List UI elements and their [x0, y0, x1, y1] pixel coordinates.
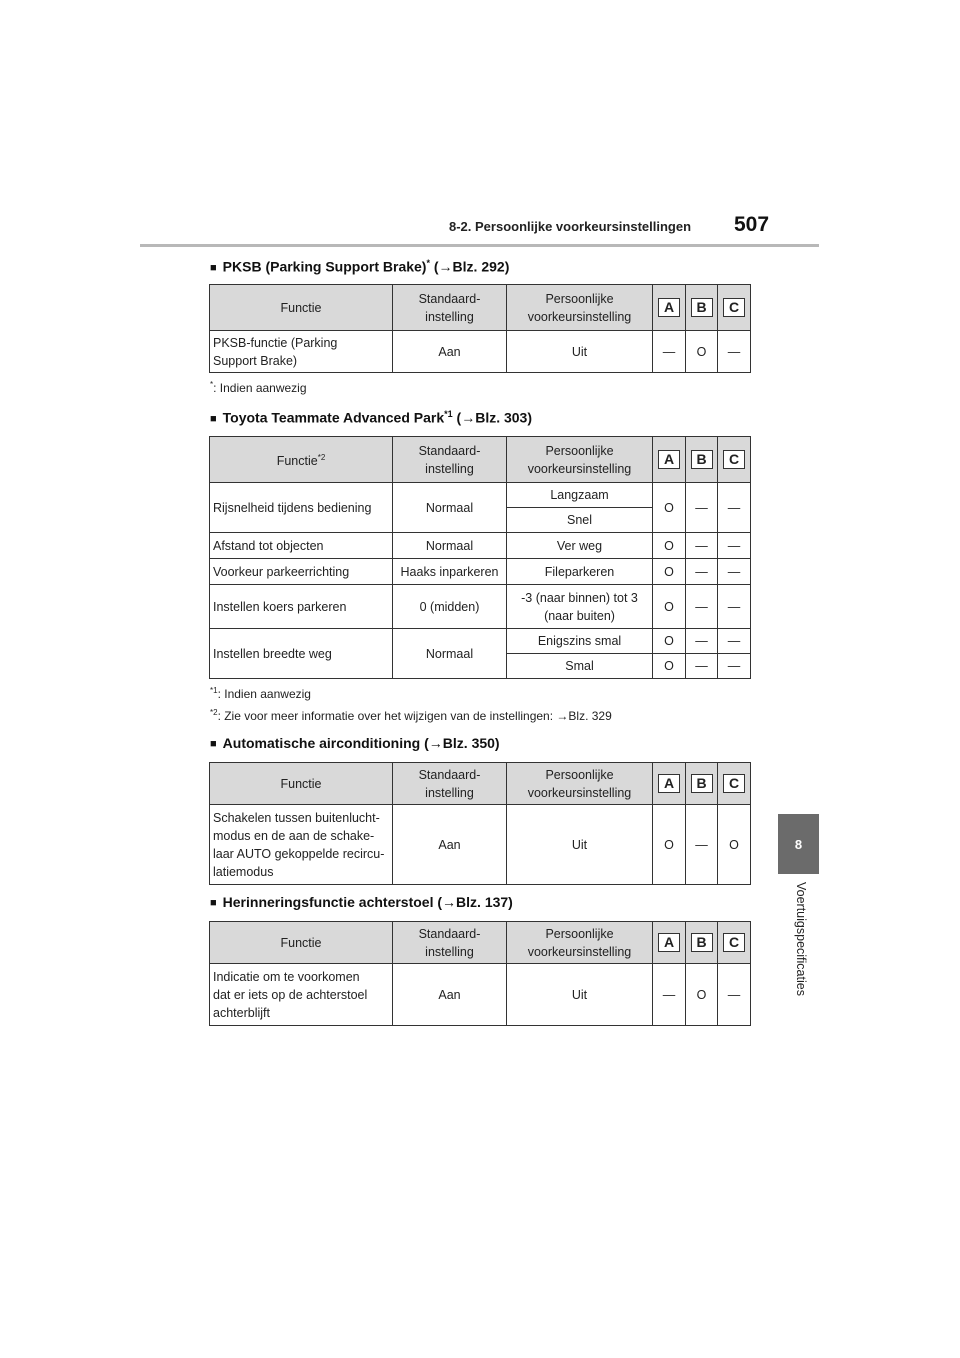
col-functie: Functie [210, 922, 393, 964]
col-c: C [718, 922, 751, 964]
col-b: B [686, 437, 718, 483]
chapter-label: Voertuigspecificaties [794, 882, 808, 996]
col-b: B [686, 922, 718, 964]
col-functie: Functie [210, 763, 393, 805]
col-a: A [653, 285, 686, 331]
section-heading-airconditioning: ■ Automatische airconditioning (→Blz. 350) [210, 735, 500, 751]
header-divider [140, 244, 819, 247]
square-bullet-icon: ■ [210, 897, 217, 909]
col-standaard: Standaard- instelling [393, 922, 507, 964]
footnote: $^{*1}$: Indien aanwezig [210, 686, 311, 701]
footnote: $^{*2}$: Zie voor meer informatie over het wijzigen van de instellingen: →Blz. 329 [210, 708, 612, 723]
section-heading-herinnering: ■ Herinneringsfunctie achterstoel (→Blz. 137) [210, 894, 513, 910]
table-row: Snel [210, 508, 751, 533]
col-functie: Functie [210, 285, 393, 331]
footnote: *: Indien aanwezig [210, 380, 307, 395]
col-c: C [718, 285, 751, 331]
table-herinnering [209, 921, 751, 1026]
col-persoonlijk: Persoonlijke voorkeursinstelling [507, 922, 653, 964]
square-bullet-icon: ■ [210, 412, 217, 425]
col-standaard: Standaard- instelling [393, 763, 507, 805]
square-bullet-icon: ■ [210, 738, 217, 750]
col-functie: Functie$^{*2}$ [210, 437, 393, 483]
col-a: A [653, 437, 686, 483]
table-row: Indicatie om te voorkomen dat er iets op de achterstoel achterblijft Aan Uit — O — [210, 964, 751, 1026]
table-row: Smal O — — [210, 654, 751, 679]
col-b: B [686, 763, 718, 805]
col-a: A [653, 763, 686, 805]
table-row: PKSB-functie (Parking Support Brake) Aan Uit — O — [210, 331, 751, 373]
page-number: 507 [734, 213, 770, 236]
table-airconditioning [209, 762, 751, 885]
table-row: Voorkeur parkeerrichting Haaks inparkeren Fileparkeren O — — [210, 559, 751, 585]
col-a: A [653, 922, 686, 964]
col-persoonlijk: Persoonlijke voorkeursinstelling [507, 285, 653, 331]
square-bullet-icon: ■ [210, 261, 217, 274]
table-pksb [209, 284, 751, 373]
col-c: C [718, 763, 751, 805]
header-title: 8-2. Persoonlijke voorkeursinstellingen [449, 219, 692, 234]
col-b: B [686, 285, 718, 331]
col-persoonlijk: Persoonlijke voorkeursinstelling [507, 763, 653, 805]
col-persoonlijk: Persoonlijke voorkeursinstelling [507, 437, 653, 483]
col-standaard: Standaard- instelling [393, 437, 507, 483]
table-row: Rijsnelheid tijdens bediening Normaal Langzaam O — — [210, 483, 751, 508]
col-c: C [718, 437, 751, 483]
col-standaard: Standaard- instelling [393, 285, 507, 331]
section-heading-pksb: ■ PKSB (Parking Support Brake)* (→Blz. 292) [210, 258, 510, 275]
section-heading-advanced-park: ■ Toyota Teammate Advanced Park$^{*1}$ (→Blz. 303) [210, 409, 533, 426]
table-row: Schakelen tussen buitenlucht- modus en de aan de schake- laar AUTO gekoppelde recircu- latiemodus Aan Uit O — O [210, 805, 751, 885]
table-row: Instellen koers parkeren 0 (midden) -3 (naar binnen) tot 3 (naar buiten) O — — [210, 585, 751, 629]
table-advanced-park [209, 436, 751, 679]
table-row: Afstand tot objecten Normaal Ver weg O — — [210, 533, 751, 559]
chapter-tab[interactable]: 8 [778, 814, 819, 874]
table-row: Instellen breedte weg Normaal Enigszins smal O — — [210, 629, 751, 654]
